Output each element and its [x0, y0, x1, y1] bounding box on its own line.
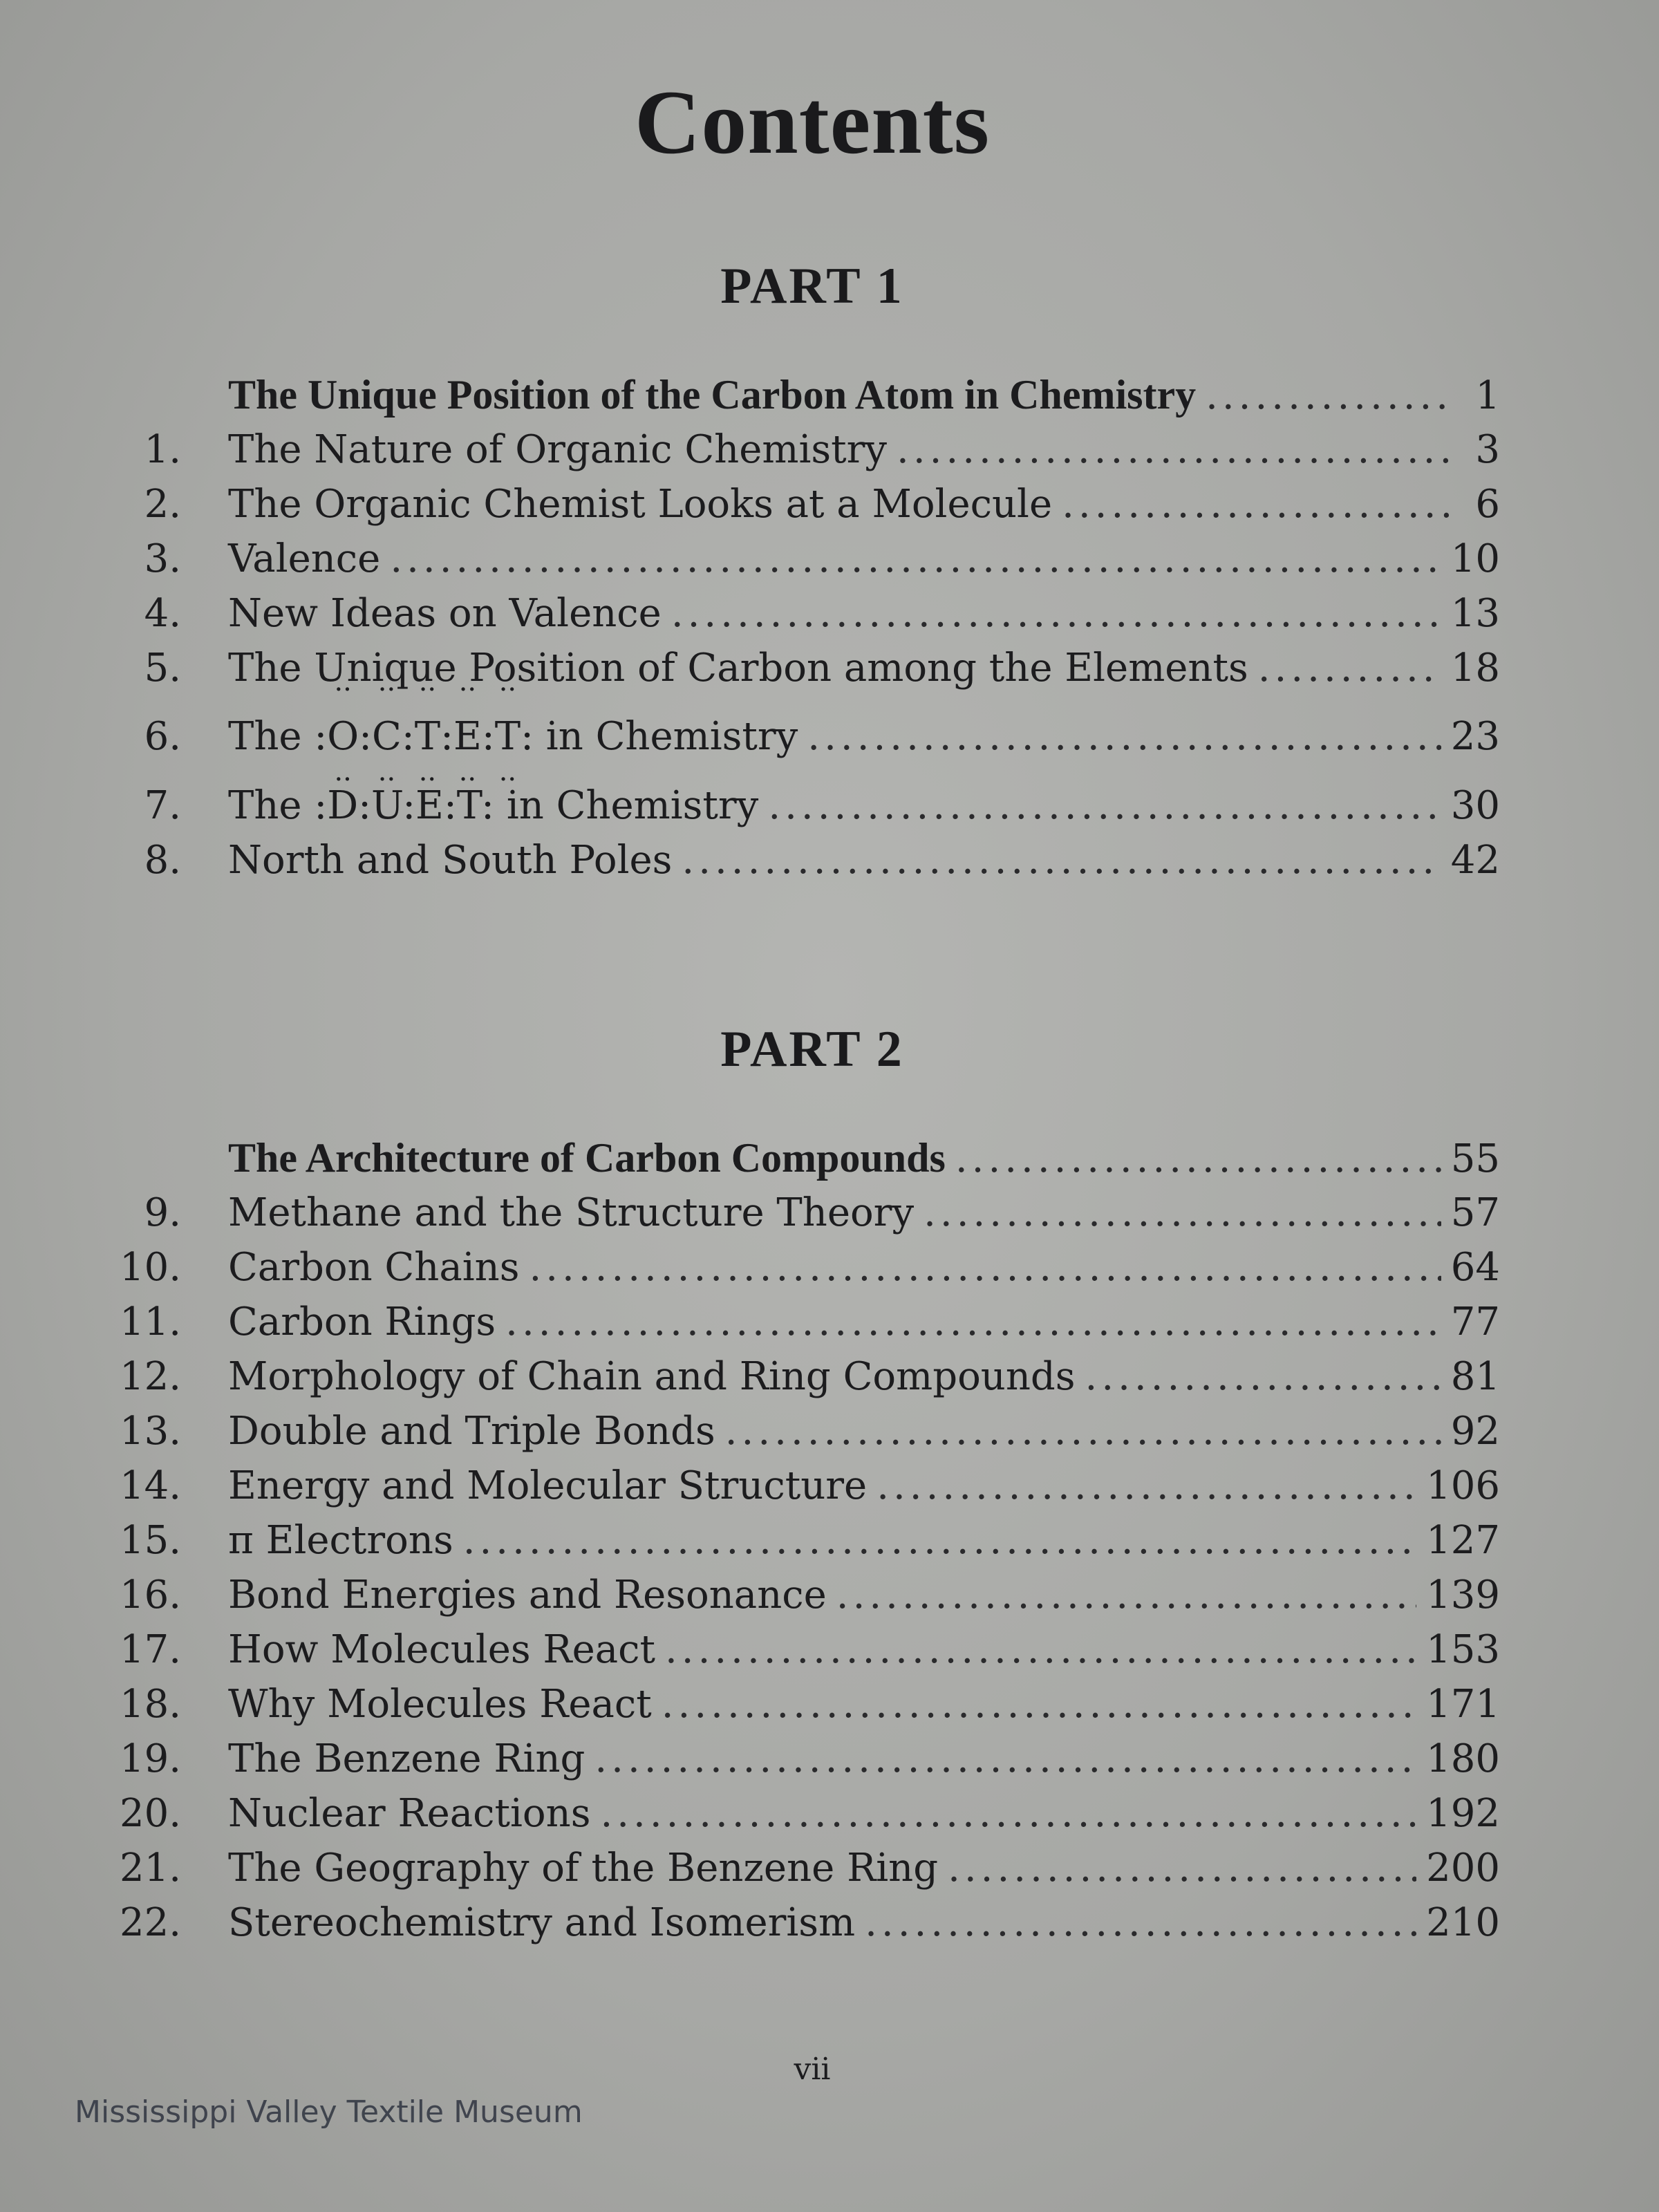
toc-num: 21.	[119, 1846, 181, 1891]
toc-row	[118, 1295, 1500, 1349]
page-title: Contents	[634, 71, 991, 173]
toc-title: Bond Energies and Resonance	[228, 1573, 827, 1618]
toc-title: The Organic Chemist Looks at a Molecule	[228, 482, 1053, 527]
toc-page-number: 13	[1450, 591, 1500, 636]
toc-row	[118, 1185, 1500, 1240]
toc-leader-dots	[529, 1240, 1441, 1295]
toc-page-number: 81	[1450, 1354, 1500, 1399]
toc-leader-dots	[594, 1732, 1416, 1786]
toc-num: 16.	[119, 1573, 181, 1618]
toc-page-number: 180	[1426, 1736, 1500, 1781]
toc-page-number: 6	[1475, 482, 1500, 527]
toc-num: 4.	[144, 591, 181, 636]
toc-num: 13.	[119, 1409, 181, 1454]
toc-page-number: 210	[1426, 1900, 1500, 1945]
toc-page-number: 127	[1426, 1518, 1500, 1563]
octet-prefix: The :	[228, 714, 328, 759]
toc-page-number: 64	[1450, 1245, 1500, 1290]
toc-leader-dots	[955, 1132, 1441, 1186]
folio-page-number: vii	[794, 2052, 831, 2087]
toc-row	[118, 1513, 1500, 1568]
octet-letter: ·· T ··	[415, 695, 440, 778]
toc-num: 3.	[144, 536, 181, 581]
toc-num: 14.	[119, 1463, 181, 1508]
toc-title: Stereochemistry and Isomerism	[228, 1900, 856, 1945]
octet-letter: ·· E ··	[453, 695, 482, 778]
toc-leader-dots	[1258, 641, 1441, 695]
toc-title: Carbon Rings	[228, 1300, 496, 1344]
toc-num: 2.	[144, 482, 181, 527]
toc-page-number: 106	[1426, 1463, 1500, 1508]
toc-page-number: 92	[1450, 1409, 1500, 1454]
toc-num: 9.	[144, 1190, 181, 1235]
toc-title: Double and Triple Bonds	[228, 1409, 715, 1454]
toc-leader-dots	[924, 1185, 1441, 1240]
toc-row	[118, 1568, 1500, 1622]
toc-section-row	[118, 1131, 1500, 1185]
toc-num: 18.	[119, 1682, 181, 1727]
octet-suffix: : in Chemistry	[521, 714, 798, 759]
toc-title: New Ideas on Valence	[228, 591, 662, 636]
toc-row	[118, 695, 1500, 778]
toc-num: 5.	[144, 646, 181, 691]
toc-title: How Molecules React	[228, 1627, 655, 1672]
toc-num: 10.	[119, 1245, 181, 1290]
toc-row	[118, 1895, 1500, 1950]
toc-section-title: The Architecture of Carbon Compounds	[228, 1135, 946, 1181]
toc-page-number: 153	[1426, 1627, 1500, 1672]
toc-num: 17.	[119, 1627, 181, 1672]
toc-page-number: 18	[1450, 646, 1500, 691]
toc-leader-dots	[390, 532, 1441, 586]
toc-leader-dots	[768, 778, 1441, 833]
toc-page-number: 192	[1426, 1791, 1500, 1836]
watermark: Mississippi Valley Textile Museum	[75, 2094, 583, 2130]
toc-leader-dots	[725, 1404, 1441, 1459]
toc-page-number: 1	[1475, 373, 1500, 418]
part-2-toc	[118, 1131, 1500, 1950]
toc-row	[118, 1732, 1500, 1786]
toc-page-number: 42	[1450, 838, 1500, 883]
toc-title: The Benzene Ring	[228, 1736, 585, 1781]
toc-page-number: 10	[1450, 536, 1500, 581]
toc-leader-dots	[948, 1841, 1416, 1895]
toc-page-number: 55	[1450, 1136, 1500, 1181]
octet-letter: ·· T ··	[495, 695, 521, 778]
toc-page-number: 171	[1426, 1682, 1500, 1727]
toc-leader-dots	[1062, 477, 1449, 532]
octet-letter: ·· O ··	[327, 695, 359, 778]
toc-page-number: 139	[1426, 1573, 1500, 1618]
toc-title: Energy and Molecular Structure	[228, 1463, 868, 1508]
toc-row	[118, 1786, 1500, 1841]
toc-num: 6.	[144, 714, 181, 759]
toc-leader-dots	[662, 1677, 1416, 1732]
toc-row	[118, 532, 1500, 586]
toc-section-title: The Unique Position of the Carbon Atom in Chemistry	[228, 372, 1197, 418]
toc-page-number: 23	[1450, 714, 1500, 759]
toc-row	[118, 1240, 1500, 1295]
toc-leader-dots	[665, 1622, 1416, 1677]
toc-num: 12.	[119, 1354, 181, 1399]
toc-title: The Geography of the Benzene Ring	[228, 1846, 939, 1891]
toc-leader-dots	[836, 1568, 1416, 1622]
toc-row	[118, 1622, 1500, 1677]
toc-num: 15.	[119, 1518, 181, 1563]
toc-leader-dots	[1085, 1349, 1441, 1404]
toc-row	[118, 1459, 1500, 1513]
toc-title: The Nature of Organic Chemistry	[228, 427, 888, 472]
toc-page-number: 30	[1450, 783, 1500, 828]
toc-title: The Unique Position of Carbon among the Elements	[228, 646, 1248, 691]
toc-title: π Electrons	[228, 1518, 453, 1563]
toc-title: Carbon Chains	[228, 1245, 520, 1290]
toc-row	[118, 1349, 1500, 1404]
toc-title: Valence	[228, 536, 381, 581]
toc-row	[118, 422, 1500, 477]
toc-num: 11.	[119, 1300, 181, 1344]
toc-num: 8.	[144, 838, 181, 883]
toc-leader-dots	[1206, 368, 1449, 423]
toc-leader-dots	[682, 833, 1441, 888]
toc-title: Nuclear Reactions	[228, 1791, 591, 1836]
toc-page-number: 77	[1450, 1300, 1500, 1344]
toc-row	[118, 778, 1500, 833]
toc-leader-dots	[463, 1513, 1416, 1568]
toc-title: North and South Poles	[228, 838, 673, 883]
toc-title: Why Molecules React	[228, 1682, 652, 1727]
part-2-heading: PART 2	[720, 1021, 904, 1078]
toc-num: 7.	[144, 783, 181, 828]
toc-num: 20.	[119, 1791, 181, 1836]
toc-row	[118, 586, 1500, 641]
toc-title-octet: The :·· O ··:·· C ··:·· T ··:·· E ··:·· T ··: in Chemistry	[228, 695, 798, 778]
toc-leader-dots	[505, 1295, 1441, 1349]
toc-page-number: 3	[1475, 427, 1500, 472]
toc-row	[118, 477, 1500, 532]
toc-row	[118, 833, 1500, 888]
toc-leader-dots	[807, 695, 1441, 778]
toc-row	[118, 1841, 1500, 1895]
toc-num: 22.	[119, 1900, 181, 1945]
toc-leader-dots	[600, 1786, 1416, 1841]
toc-title: Methane and the Structure Theory	[228, 1190, 915, 1235]
toc-page-number: 200	[1426, 1846, 1500, 1891]
toc-title: The :D:U:E:T: in Chemistry	[228, 783, 759, 828]
toc-leader-dots	[671, 586, 1441, 641]
toc-num: 1.	[144, 427, 181, 472]
toc-leader-dots	[877, 1459, 1416, 1513]
toc-section-row	[118, 368, 1500, 422]
toc-num: 19.	[119, 1736, 181, 1781]
part-1-heading: PART 1	[720, 258, 904, 315]
toc-row	[118, 1677, 1500, 1732]
octet-letter: ·· C ··	[372, 695, 402, 778]
toc-row	[118, 641, 1500, 695]
toc-page-number: 57	[1450, 1190, 1500, 1235]
toc-leader-dots	[865, 1895, 1416, 1950]
toc-leader-dots	[897, 422, 1449, 477]
part-1-toc	[118, 368, 1500, 888]
toc-row	[118, 1404, 1500, 1459]
toc-title: Morphology of Chain and Ring Compounds	[228, 1354, 1076, 1399]
